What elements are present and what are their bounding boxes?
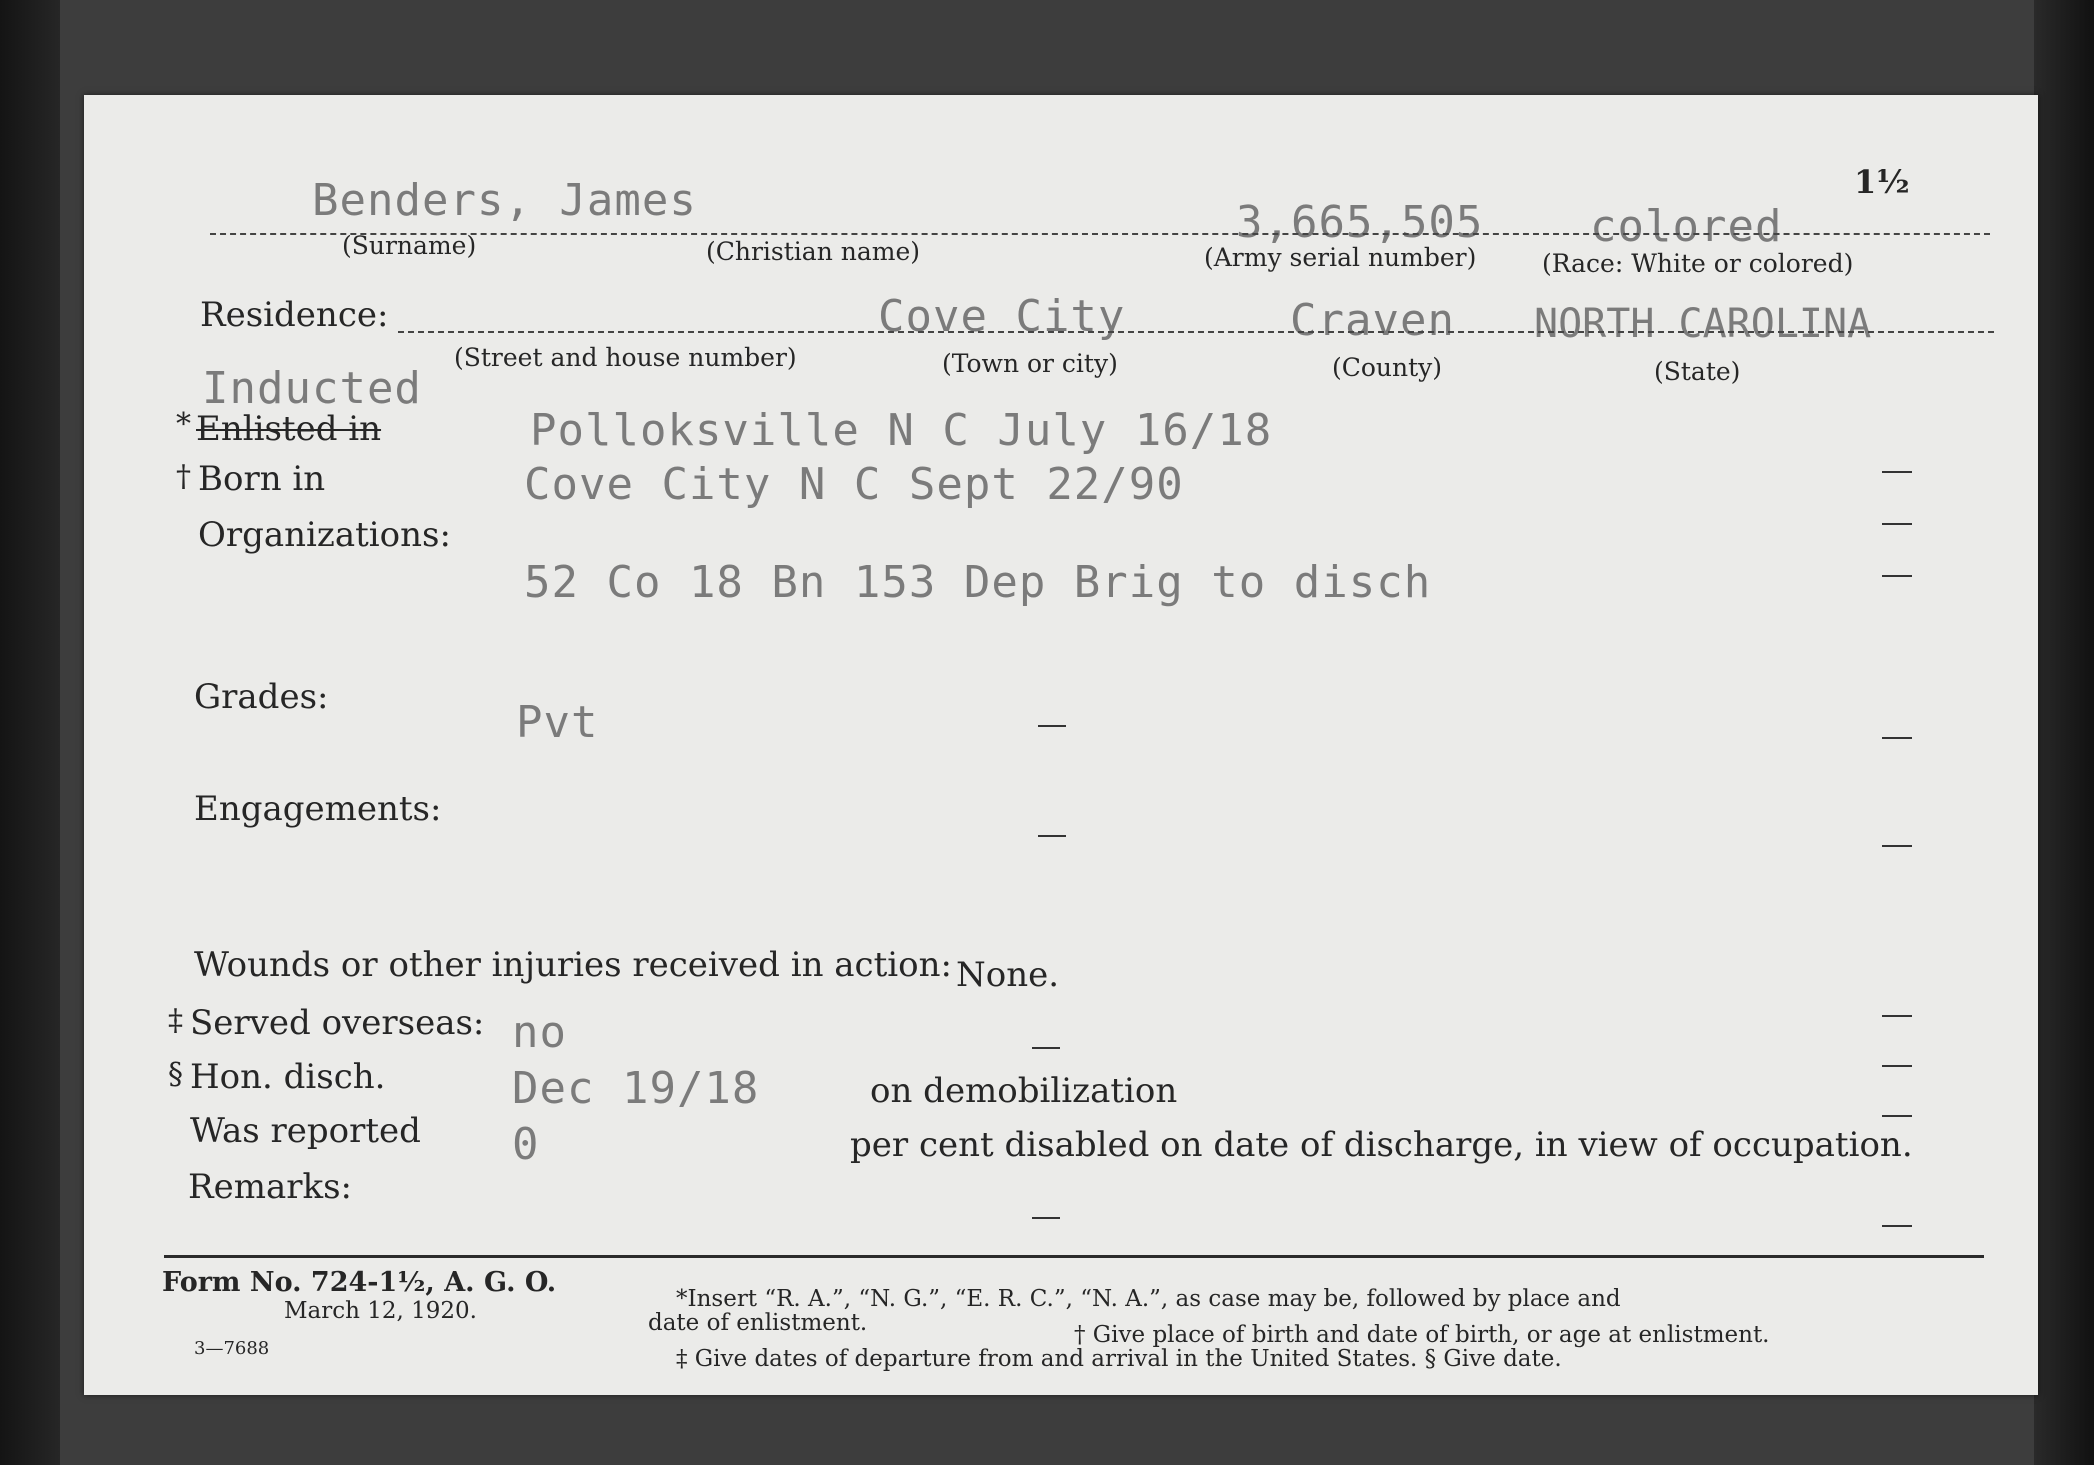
hon-disch-value: Dec 19/18	[512, 1063, 760, 1114]
margin-dash-6	[1882, 1015, 1912, 1017]
overseas-marker: ‡	[168, 1003, 183, 1038]
residence-fill-line	[398, 331, 1994, 333]
footnote-line-2b: † Give place of birth and date of birth, or age at enlistment.	[1074, 1322, 1770, 1348]
race-value: colored	[1590, 201, 1783, 252]
enlisted-marker: *	[176, 407, 191, 442]
county-caption: (County)	[1332, 353, 1443, 382]
page-number: 1½	[1854, 163, 1910, 201]
was-reported-label: Was reported	[190, 1111, 421, 1151]
margin-dash-4	[1882, 737, 1912, 739]
header-fill-line	[210, 233, 1990, 235]
footnote-line-3: ‡ Give dates of departure from and arrival in the United States. § Give date.	[676, 1346, 1562, 1372]
form-number: Form No. 724-1½, A. G. O.	[162, 1267, 557, 1298]
disability-statement: per cent disabled on date of discharge, in view of occupation.	[850, 1125, 1913, 1165]
was-reported-value: 0	[512, 1119, 540, 1170]
grades-dash	[1038, 725, 1066, 727]
inducted-typed-label: Inducted	[202, 363, 422, 414]
organizations-value: 52 Co 18 Bn 153 Dep Brig to disch	[524, 557, 1432, 608]
footer-rule	[164, 1255, 1984, 1258]
scan-border-left	[0, 0, 60, 1465]
margin-dash-2	[1882, 523, 1912, 525]
born-in-label: Born in	[198, 459, 326, 499]
christian-name-caption: (Christian name)	[706, 237, 921, 266]
born-in-value: Cove City N C Sept 22/90	[524, 459, 1184, 510]
residence-state-value: NORTH CAROLINA	[1534, 301, 1872, 347]
remarks-label: Remarks:	[188, 1167, 352, 1207]
army-serial-number-caption: (Army serial number)	[1204, 243, 1477, 272]
wounds-value: None.	[956, 955, 1060, 995]
print-code: 3—7688	[194, 1338, 270, 1359]
engagements-label: Engagements:	[194, 789, 442, 829]
overseas-dash	[1032, 1047, 1060, 1049]
street-caption: (Street and house number)	[454, 343, 797, 372]
scan-border-right	[2034, 0, 2094, 1465]
grades-label: Grades:	[194, 677, 329, 717]
organizations-label: Organizations:	[198, 515, 451, 555]
served-overseas-label: Served overseas:	[190, 1003, 485, 1043]
engagements-dash	[1038, 835, 1066, 837]
grades-value: Pvt	[516, 697, 599, 748]
surname-christian-name-value: Benders, James	[312, 175, 697, 226]
race-caption: (Race: White or colored)	[1542, 249, 1854, 278]
footnote-line-2a: date of enlistment.	[648, 1310, 868, 1336]
service-record-card	[84, 95, 2038, 1395]
margin-dash-3	[1882, 575, 1912, 577]
surname-caption: (Surname)	[342, 231, 477, 260]
residence-county-value: Craven	[1290, 295, 1455, 346]
form-date: March 12, 1920.	[284, 1298, 477, 1324]
wounds-label: Wounds or other injuries received in action:	[194, 945, 952, 985]
state-caption: (State)	[1654, 357, 1741, 386]
margin-dash-7	[1882, 1065, 1912, 1067]
hon-disch-label: Hon. disch.	[190, 1057, 386, 1097]
hon-disch-marker: §	[168, 1057, 183, 1092]
remarks-dash	[1032, 1217, 1060, 1219]
residence-town-value: Cove City	[878, 291, 1126, 342]
served-overseas-value: no	[512, 1007, 567, 1058]
born-marker: †	[176, 459, 191, 494]
town-caption: (Town or city)	[942, 349, 1118, 378]
enlisted-in-value: Polloksville N C July 16/18	[530, 405, 1273, 456]
margin-dash-9	[1882, 1225, 1912, 1227]
hon-disch-suffix: on demobilization	[870, 1071, 1178, 1111]
margin-dash-5	[1882, 845, 1912, 847]
footnote-line-1: *Insert “R. A.”, “N. G.”, “E. R. C.”, “N. A.”, as case may be, followed by place and	[676, 1286, 1621, 1312]
army-serial-number-value: 3,665,505	[1236, 197, 1484, 248]
enlisted-in-label: Enlisted in	[196, 409, 382, 449]
margin-dash-1	[1882, 471, 1912, 473]
margin-dash-8	[1882, 1115, 1912, 1117]
residence-label: Residence:	[200, 295, 389, 335]
